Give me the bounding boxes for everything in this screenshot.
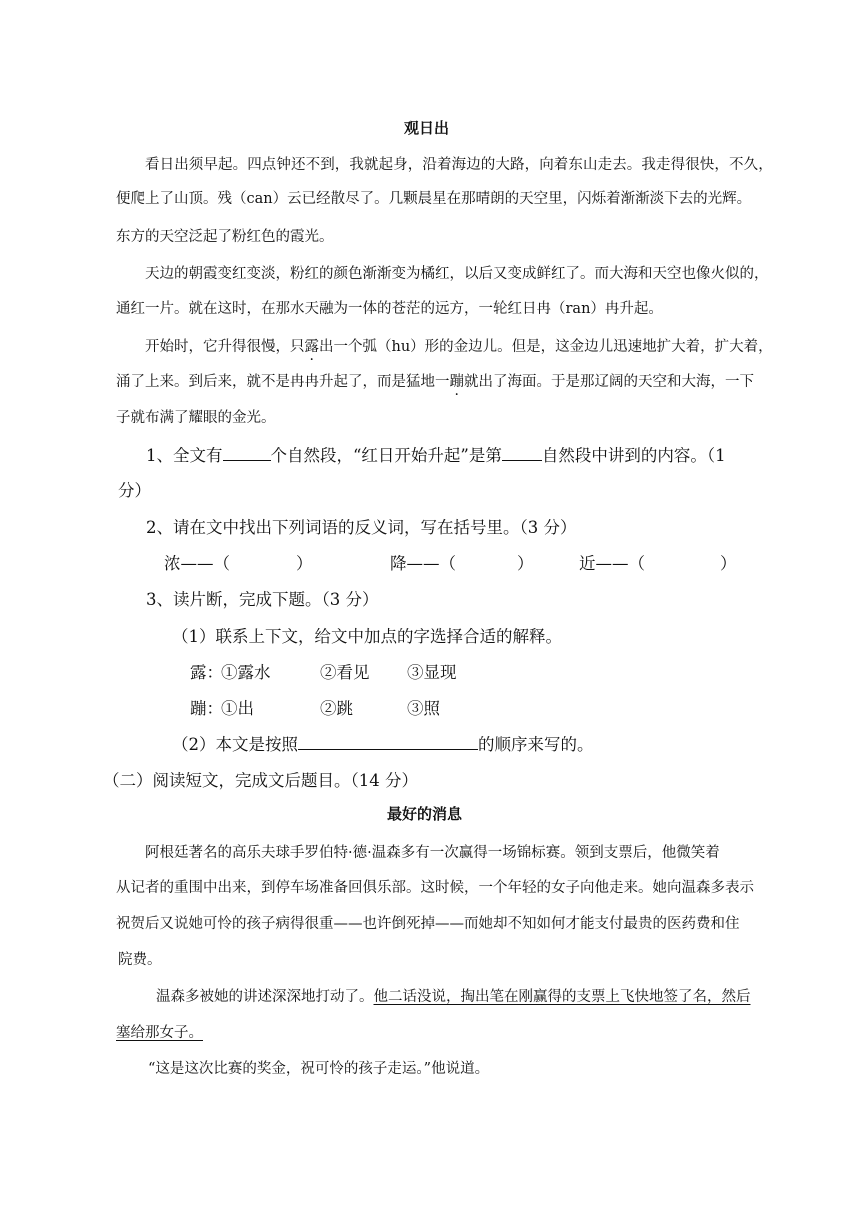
question-3-1: （1）联系上下文，给文中加点的字选择合适的解释。 bbox=[172, 627, 562, 646]
passage1-p3-line2: 涌了上来。到后来，就不是冉冉升起了，而是猛地一蹦就出了海面。于是那辽阔的天空和大海，一下 bbox=[116, 370, 754, 391]
antonym-1-label: 浓——（ bbox=[164, 554, 230, 573]
lu-label: 露： bbox=[190, 663, 223, 682]
section2-p1-line3: 祝贺后又说她可怜的孩子病得很重——也许倒死掉——而她却不知如何才能支付最贵的医药费和住 bbox=[116, 916, 740, 932]
antonym-3-label: 近——（ bbox=[579, 554, 645, 573]
section2-p2-line2: 塞给那女子。 bbox=[116, 1025, 203, 1041]
answer-blank-1a[interactable] bbox=[223, 446, 271, 461]
section2-p2-line1: 温森多被她的讲述深深地打动了。他二话没说，掏出笔在刚赢得的支票上飞快地签了名，然后 bbox=[156, 989, 751, 1005]
lu-option-2: ②看见 bbox=[320, 663, 370, 682]
antonym-2-label: 降——（ bbox=[390, 554, 456, 573]
dotted-char-lu: 露 bbox=[304, 339, 319, 355]
answer-blank-1b[interactable] bbox=[502, 446, 542, 461]
lu-option-3: ③显现 bbox=[407, 663, 457, 682]
passage1-p3-line3: 子就布满了耀眼的金光。 bbox=[116, 410, 276, 426]
answer-blank-order[interactable] bbox=[298, 735, 478, 750]
section2-p1-line1: 阿根廷著名的高乐夫球手罗伯特·德·温森多有一次赢得一场锦标赛。领到支票后，他微笑着 bbox=[145, 845, 720, 861]
section2-p1-line4: 院费。 bbox=[118, 952, 162, 968]
section2-heading: （二）阅读短文，完成文后题目。（14 分） bbox=[103, 771, 418, 790]
dotted-char-beng: 蹦 bbox=[449, 374, 464, 390]
question-2: 2、请在文中找出下列词语的反义词，写在括号里。（3 分） bbox=[146, 518, 577, 537]
antonym-3-close: ） bbox=[720, 554, 737, 573]
lu-option-1: ①露水 bbox=[221, 663, 271, 682]
passage1-p2-line1: 天边的朝霞变红变淡，粉红的颜色渐渐变为橘红，以后又变成鲜红了。而大海和天空也像火似的， bbox=[145, 266, 769, 282]
passage1-p1-line3: 东方的天空泛起了粉红色的霞光。 bbox=[116, 229, 334, 245]
antonym-2-close: ） bbox=[517, 554, 534, 573]
passage1-p1-line2: 便爬上了山顶。残（can）云已经散尽了。几颗晨星在那晴朗的天空里，闪烁着渐渐淡下去的光辉。 bbox=[116, 191, 752, 207]
passage-title: 观日出 bbox=[404, 119, 450, 137]
question-3-2: （2）本文是按照 的顺序来写的。 bbox=[172, 735, 594, 754]
question-1-cont: 分） bbox=[118, 481, 151, 500]
passage1-p3-line1: 开始时，它升得很慢，只露出一个弧（hu）形的金边儿。但是，这金边儿迅速地扩大着，扩大着， bbox=[145, 335, 773, 356]
beng-option-2: ②跳 bbox=[320, 699, 353, 718]
passage1-p1-line1: 看日出须早起。四点钟还不到，我就起身，沿着海边的大路，向着东山走去。我走得很快，不久， bbox=[145, 157, 773, 173]
antonym-1-close: ） bbox=[296, 554, 313, 573]
section2-title: 最好的消息 bbox=[387, 805, 463, 823]
section2-p3: “这是这次比赛的奖金，祝可怜的孩子走运。”他说道。 bbox=[148, 1061, 490, 1077]
passage1-p2-line2: 通红一片。就在这时，在那水天融为一体的苍茫的远方，一轮红日冉（ran）冉升起。 bbox=[116, 301, 663, 317]
beng-label: 蹦： bbox=[190, 699, 223, 718]
question-1: 1、全文有 个自然段，“红日开始升起”是第 自然段中讲到的内容。（1 bbox=[146, 446, 726, 465]
underlined-sentence: 他二话没说，掏出笔在刚赢得的支票上飞快地签了名，然后 bbox=[373, 989, 751, 1005]
beng-option-1: ①出 bbox=[221, 699, 254, 718]
beng-option-3: ③照 bbox=[407, 699, 440, 718]
section2-p1-line2: 从记者的重围中出来，到停车场准备回俱乐部。这时候，一个年轻的女子向他走来。她向温森多表示 bbox=[116, 880, 754, 896]
question-3: 3、读片断，完成下题。（3 分） bbox=[146, 590, 379, 609]
